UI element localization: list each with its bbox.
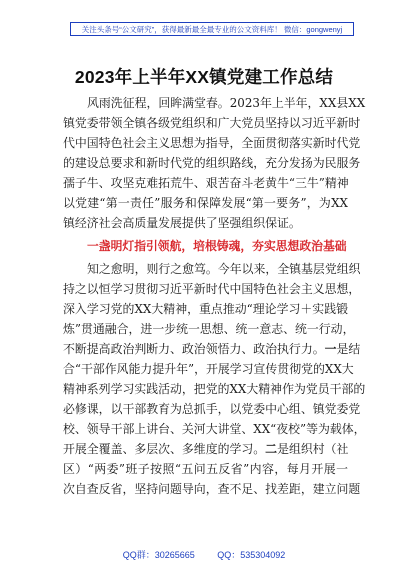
paragraph-line: 风雨洗征程，回眸满堂春。2023年上半年，XX县XX [87,96,366,110]
promo-banner[interactable] [70,22,354,36]
line-text: 开展全覆盖、多层次、多维度的学习。 [63,442,266,456]
paragraph-line: 校、领导干部上讲台、关河大讲堂、XX“夜校”等为载体， [63,422,366,436]
footer-qq: QQ：535304092 [217,550,286,560]
emphasis-one: 一 [324,342,337,356]
paragraph-line: 知之愈明，则行之愈笃。今年以来，全镇基层党组织 [87,262,361,276]
line-text: 是组织村（社 [277,442,349,456]
paragraph-line: 持之以恒学习贯彻习近平新时代中国特色社会主义思想， [63,282,361,296]
paragraph-line: 炼”贯通融合，进一步统一思想、统一意志、统一行动， [63,322,355,336]
line-text: 不断提高政治判断力、政治领悟力、政治执行力。 [63,342,325,356]
paragraph-line: 合“干部作风能力提升年”，开展学习宣传贯彻党的XX大 [63,362,354,376]
paragraph-line: 镇党委带领全镇各级党组织和广大党员坚持以习近平新时 [63,116,361,130]
paragraph-line: 镇经济社会高质量发展提供了坚强组织保证。 [63,216,301,230]
paragraph-line: 的建设总要求和新时代党的组织路线，充分发扬为民服务 [63,156,361,170]
paragraph-line: 深入学习党的XX大精神，重点推动“理论学习＋实践锻 [63,302,348,316]
paragraph-line: 精神系列学习实践活动，把党的XX大精神作为党员干部的 [63,382,366,396]
footer [0,548,408,561]
paragraph-line: 以党建“第一责任”服务和保障发展“第一要务”，为XX [63,196,348,210]
document-title: 2023年上半年XX镇党建工作总结 [74,67,334,87]
line-text: 是结 [336,342,361,356]
paragraph-line: 代中国特色社会主义思想为指导，全面贯彻落实新时代党 [63,136,361,150]
paragraph-line: 孺子牛、攻坚克难拓荒牛、艰苦奋斗老黄牛“三牛”精神 [63,176,349,190]
paragraph-line: 必修课，以干部教育为总抓手，以党委中心组、镇党委党 [63,402,361,416]
section-heading: 一盏明灯指引领航，培根铸魂，夯实思想政治基础 [87,239,347,253]
paragraph-line [63,439,348,459]
paragraph-line: 次自查反省，坚持问题导向，查不足、找差距，建立问题 [63,482,361,496]
footer-qq-group: QQ群：30265665 [122,550,195,560]
promo-banner-text: 关注头条号“公文研究”，获得最新最全最专业的公文资料库！ 微信：gongwenyj [81,24,343,34]
emphasis-two: 二 [265,442,278,456]
paragraph-line: 区）“两委”班子按照“五问五反省”内容，每月开展一 [63,462,348,476]
paragraph-line [63,339,361,359]
